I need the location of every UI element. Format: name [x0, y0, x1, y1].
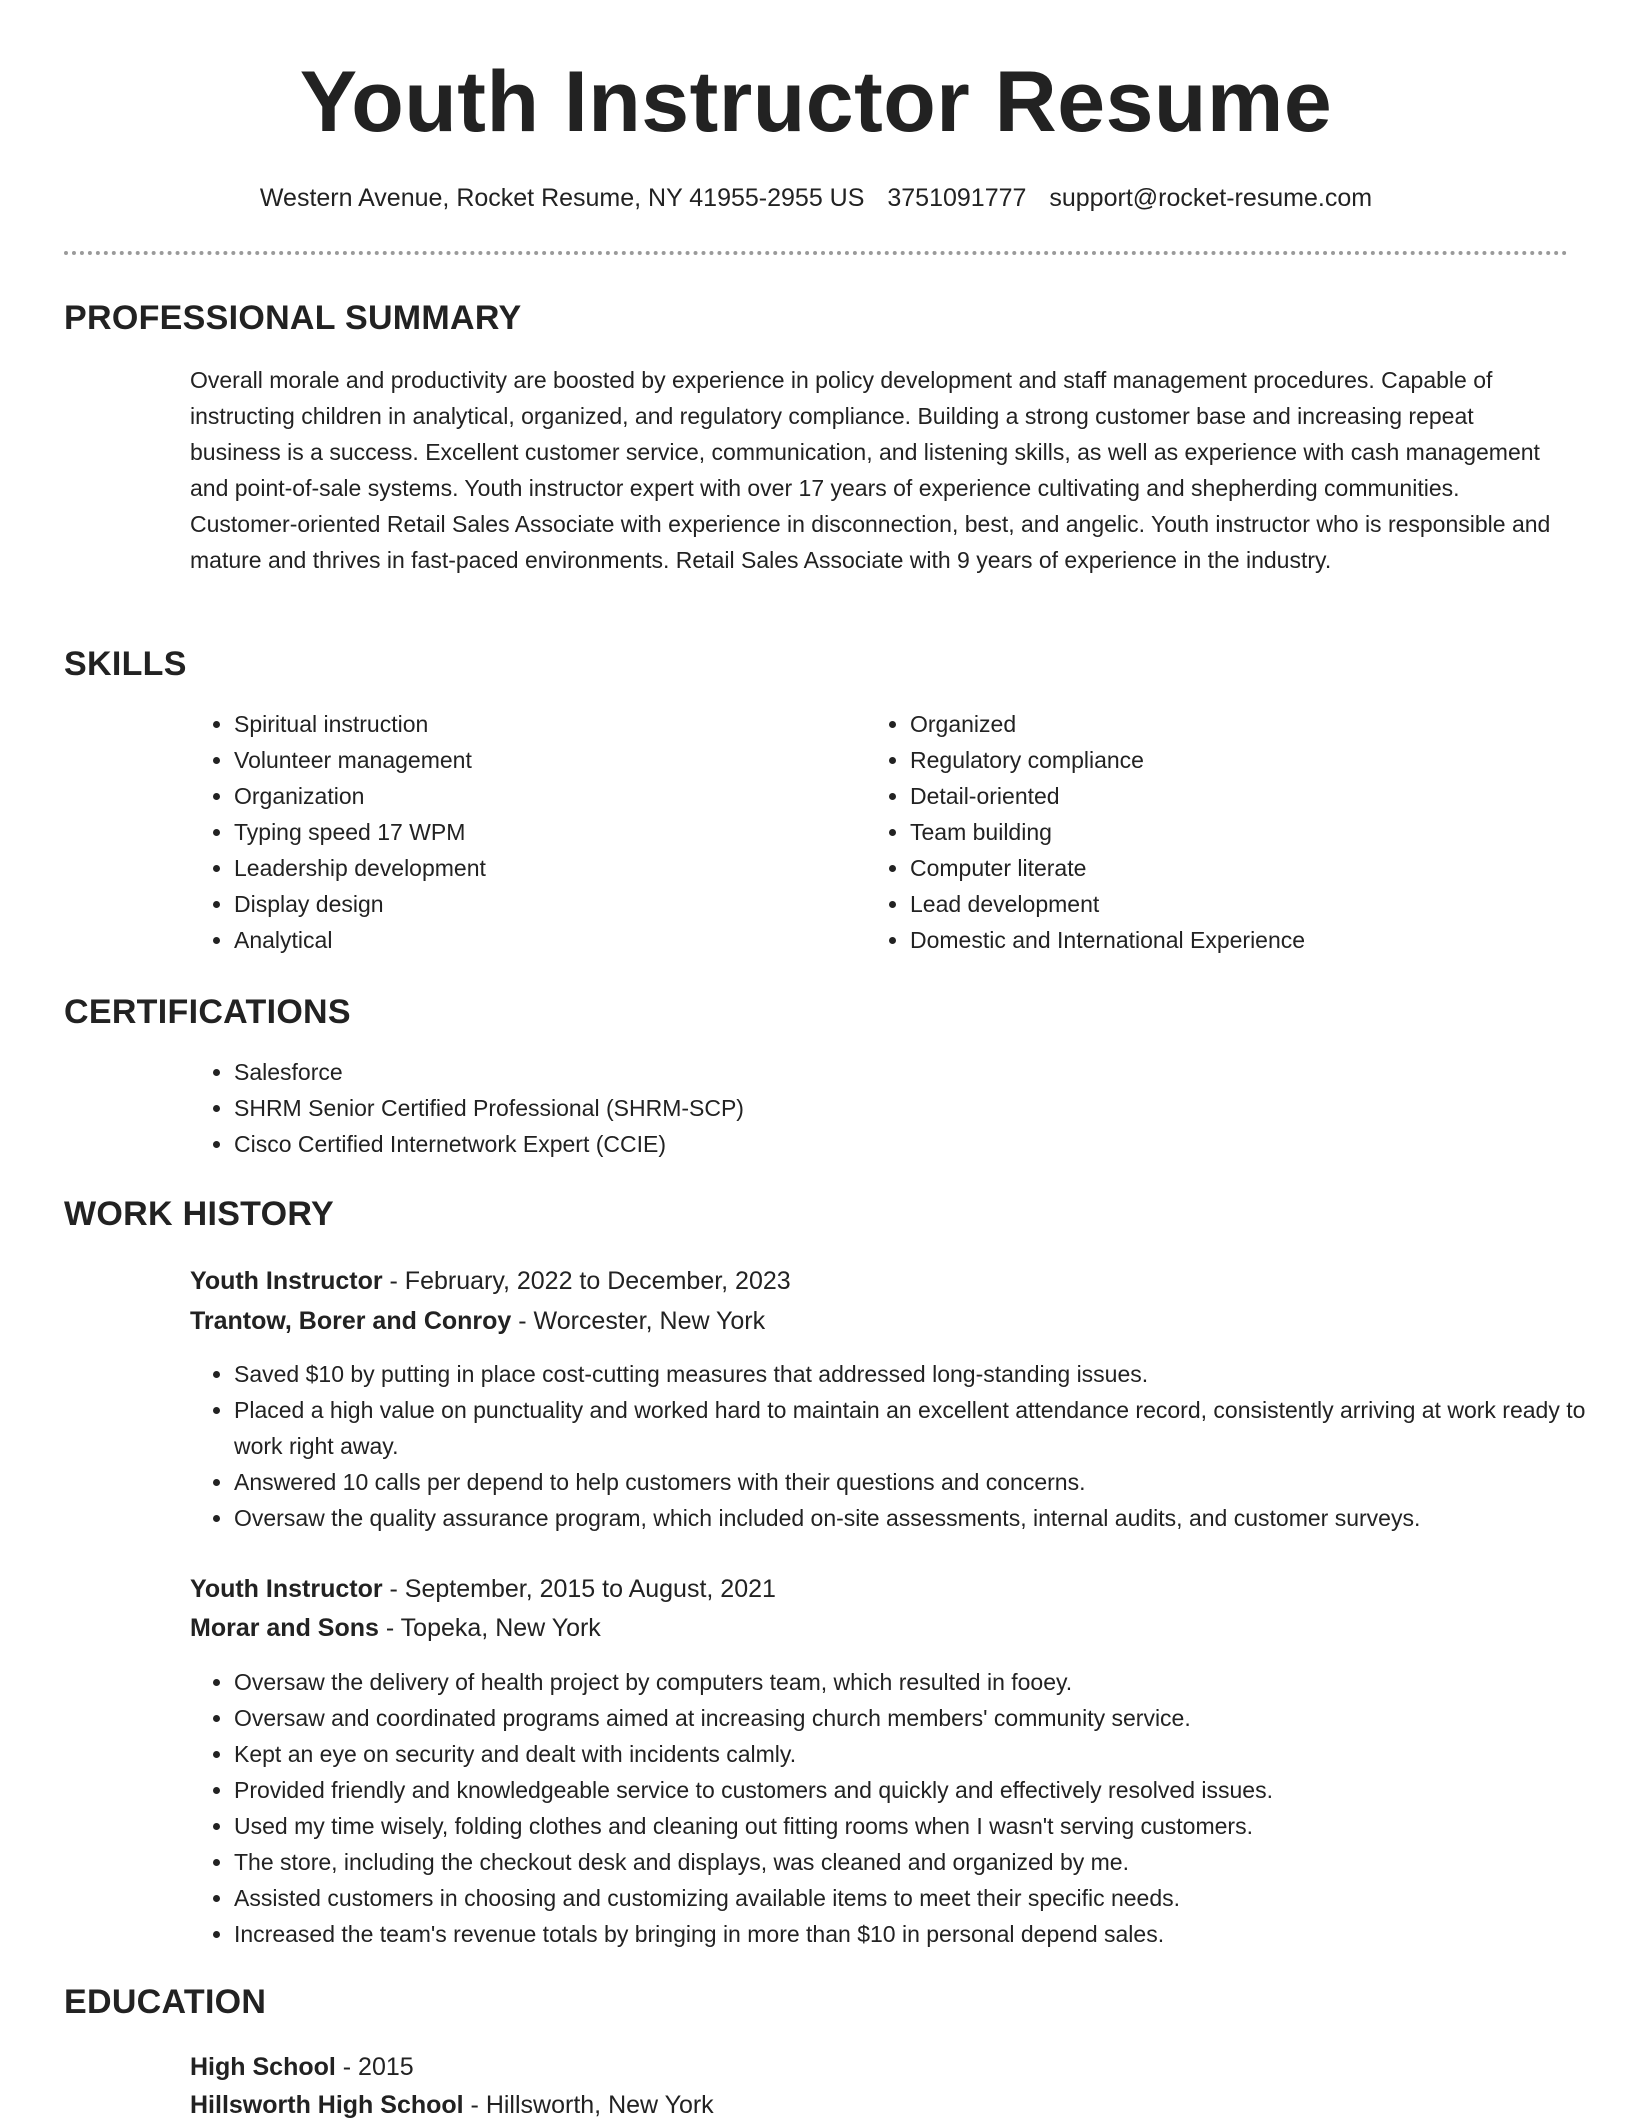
skill-item: • Lead development: [910, 886, 1610, 922]
job-bullet: • Saved $10 by putting in place cost-cutting measures that addressed long-standing issues.: [234, 1356, 1586, 1392]
job-company-line: [190, 1609, 601, 1647]
skill-item: • Regulatory compliance: [910, 742, 1610, 778]
skill-item: • Analytical: [234, 922, 854, 958]
skill-item: • Display design: [234, 886, 854, 922]
job-dates: - February, 2022 to December, 2023: [382, 1267, 791, 1295]
job-bullet: • Provided friendly and knowledgeable service to customers and quickly and effectively resolved issues.: [234, 1772, 1610, 1808]
job-bullets: [190, 1356, 1586, 1536]
header-divider: [64, 251, 1568, 255]
certifications-heading: CERTIFICATIONS: [64, 993, 351, 1031]
job-location: - Worcester, New York: [511, 1307, 766, 1335]
skill-item: • Organization: [234, 778, 854, 814]
education-heading: EDUCATION: [64, 1983, 267, 2021]
job-title: Youth Instructor: [190, 1575, 383, 1603]
job-bullet: • Oversaw the quality assurance program, which included on-site assessments, internal audits, and customer surveys.: [234, 1500, 1586, 1536]
education-school-line: [190, 2086, 714, 2124]
job-title-line: [190, 1570, 776, 1608]
job-bullet: • Answered 10 calls per depend to help customers with their questions and concerns.: [234, 1464, 1586, 1500]
job-bullet: • Placed a high value on punctuality and worked hard to maintain an excellent attendance record, consistently arriving at work ready to work right away.: [234, 1392, 1586, 1464]
skill-item: • Computer literate: [910, 850, 1610, 886]
skill-item: • Domestic and International Experience: [910, 922, 1610, 958]
skill-item: • Typing speed 17 WPM: [234, 814, 854, 850]
education-year: - 2015: [335, 2053, 414, 2081]
skill-item: • Organized: [910, 706, 1610, 742]
job-location: - Topeka, New York: [378, 1614, 601, 1642]
skill-item: • Leadership development: [234, 850, 854, 886]
job-bullet: • Oversaw and coordinated programs aimed at increasing church members' community service.: [234, 1700, 1610, 1736]
job-title: Youth Instructor: [190, 1267, 383, 1295]
summary-text: Overall morale and productivity are boosted by experience in policy development and staff management procedures. Capable of instructing children in analytical, organized, and regulatory compliance. Building a strong customer base and increasing repeat business is a success. Excellent customer service, communication, and listening skills, as well as experience with cash management and point-of-sale systems. Youth instructor expert with over 17 years of experience cultivating and shepherding communities. Customer-oriented Retail Sales Associate with experience in disconnection, best, and angelic. Youth instructor who is responsible and mature and thrives in fast-paced environments. Retail Sales Associate with 9 years of experience in the industry.: [190, 367, 1551, 573]
job-bullet: • Kept an eye on security and dealt with incidents calmly.: [234, 1736, 1610, 1772]
education-degree-line: [190, 2048, 414, 2086]
contact-address: Western Avenue, Rocket Resume, NY 41955-2955 US: [259, 184, 865, 212]
job-bullet: • Increased the team's revenue totals by bringing in more than $10 in personal depend sales.: [234, 1916, 1610, 1952]
job-company-line: [190, 1302, 765, 1340]
job-bullet: • Used my time wisely, folding clothes and cleaning out fitting rooms when I wasn't serving customers.: [234, 1808, 1610, 1844]
job-dates: - September, 2015 to August, 2021: [382, 1575, 776, 1603]
contact-info: [0, 180, 1632, 216]
skill-item: • Volunteer management: [234, 742, 854, 778]
contact-email: support@rocket-resume.com: [1049, 184, 1373, 212]
education-degree: High School: [190, 2053, 336, 2081]
skill-item: • Spiritual instruction: [234, 706, 854, 742]
education-school: Hillsworth High School: [190, 2091, 464, 2119]
skill-item: • Detail-oriented: [910, 778, 1610, 814]
job-bullet: • Oversaw the delivery of health project by computers team, which resulted in fooey.: [234, 1664, 1610, 1700]
job-bullet: • Assisted customers in choosing and customizing available items to meet their specific needs.: [234, 1880, 1610, 1916]
work-history-heading: WORK HISTORY: [64, 1195, 334, 1233]
skills-list-left: [190, 706, 854, 958]
skills-heading: SKILLS: [64, 645, 187, 683]
certification-item: • Cisco Certified Internetwork Expert (CCIE): [234, 1126, 1610, 1162]
skills-list-right: [866, 706, 1610, 958]
job-bullet: • The store, including the checkout desk and displays, was cleaned and organized by me.: [234, 1844, 1610, 1880]
job-company: Trantow, Borer and Conroy: [190, 1307, 512, 1335]
skill-item: • Team building: [910, 814, 1610, 850]
education-location: - Hillsworth, New York: [463, 2091, 714, 2119]
certifications-list: [190, 1054, 1610, 1162]
certification-item: • SHRM Senior Certified Professional (SHRM-SCP): [234, 1090, 1610, 1126]
job-bullets: [190, 1664, 1610, 1952]
contact-phone: 3751091777: [887, 184, 1027, 212]
job-title-line: [190, 1262, 791, 1300]
job-company: Morar and Sons: [190, 1614, 379, 1642]
certification-item: • Salesforce: [234, 1054, 1610, 1090]
resume-title: Youth Instructor Resume: [299, 54, 1333, 150]
summary-heading: PROFESSIONAL SUMMARY: [64, 299, 522, 337]
